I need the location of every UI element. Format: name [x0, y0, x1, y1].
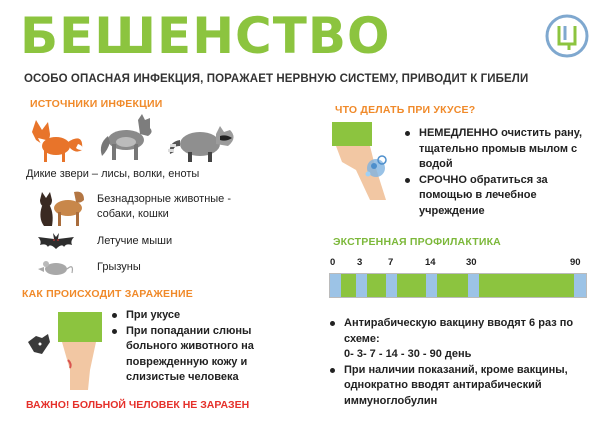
timeline-day-label: 3 — [357, 257, 363, 268]
prophylaxis-list — [330, 316, 590, 409]
transmission-heading: КАК ПРОИСХОДИТ ЗАРАЖЕНИЕ — [22, 288, 193, 300]
timeline-day-label: 7 — [388, 257, 394, 268]
rodents-label: Грызуны — [97, 261, 141, 273]
bite-heading: ЧТО ДЕЛАТЬ ПРИ УКУСЕ? — [335, 104, 476, 116]
bats-label: Летучие мыши — [97, 235, 173, 247]
logo-icon — [545, 14, 589, 58]
bite-actions-list — [405, 126, 595, 219]
fox-icon — [26, 118, 86, 164]
prophylaxis-item — [330, 316, 590, 363]
transmission-item: При попадании слюны больного животного на поврежденную кожу и слизистые человека — [112, 324, 272, 386]
timeline-day-label: 90 — [570, 257, 581, 268]
timeline-dose-marker — [330, 274, 341, 297]
timeline-dose-marker — [356, 274, 367, 297]
timeline-dose-marker — [468, 274, 479, 297]
vaccination-timeline — [329, 273, 587, 298]
page-title: БЕШЕНСТВО — [20, 7, 391, 65]
transmission-item: При укусе — [112, 308, 272, 324]
timeline-day-label: 30 — [466, 257, 477, 268]
stray-animals-label: Безнадзорные животные - собаки, кошки — [97, 193, 232, 220]
prophylaxis-item: При наличии показаний, кроме вакцины, однократно вводят антирабический иммуноглобулин — [330, 363, 590, 410]
raccoon-icon — [166, 120, 238, 164]
wild-animals-label: Дикие звери – лисы, волки, еноты — [26, 168, 200, 180]
warning-text: ВАЖНО! БОЛЬНОЙ ЧЕЛОВЕК НЕ ЗАРАЗЕН — [26, 399, 250, 411]
dog-and-cat-icon — [34, 184, 90, 228]
transmission-list — [112, 308, 272, 386]
timeline-dose-marker — [574, 274, 586, 297]
timeline-dose-marker — [426, 274, 437, 297]
prophylaxis-item-text: Антирабическую вакцину вводят 6 раз по схеме: — [344, 317, 574, 345]
prophylaxis-heading: ЭКСТРЕННАЯ ПРОФИЛАКТИКА — [333, 236, 501, 248]
bite-action-item: СРОЧНО обратиться за помощью в лечебное учреждение — [405, 173, 595, 220]
timeline-day-label: 14 — [425, 257, 436, 268]
bitten-leg-icon — [26, 312, 106, 390]
bat-icon — [36, 231, 76, 253]
wolf-icon — [98, 114, 160, 164]
timeline-dose-marker — [386, 274, 397, 297]
page-subtitle: ОСОБО ОПАСНАЯ ИНФЕКЦИЯ, ПОРАЖАЕТ НЕРВНУЮ СИСТЕМУ, ПРИВОДИТ К ГИБЕЛИ — [24, 73, 529, 85]
timeline-day-label: 0 — [330, 257, 336, 268]
mouse-icon — [34, 257, 74, 277]
sources-heading: ИСТОЧНИКИ ИНФЕКЦИИ — [30, 98, 163, 110]
wounded-knee-icon — [330, 122, 400, 202]
prophylaxis-schedule: 0- 3- 7 - 14 - 30 - 90 день — [344, 348, 472, 360]
bite-action-item: НЕМЕДЛЕННО очистить рану, тщательно промыв мылом с водой — [405, 126, 595, 173]
